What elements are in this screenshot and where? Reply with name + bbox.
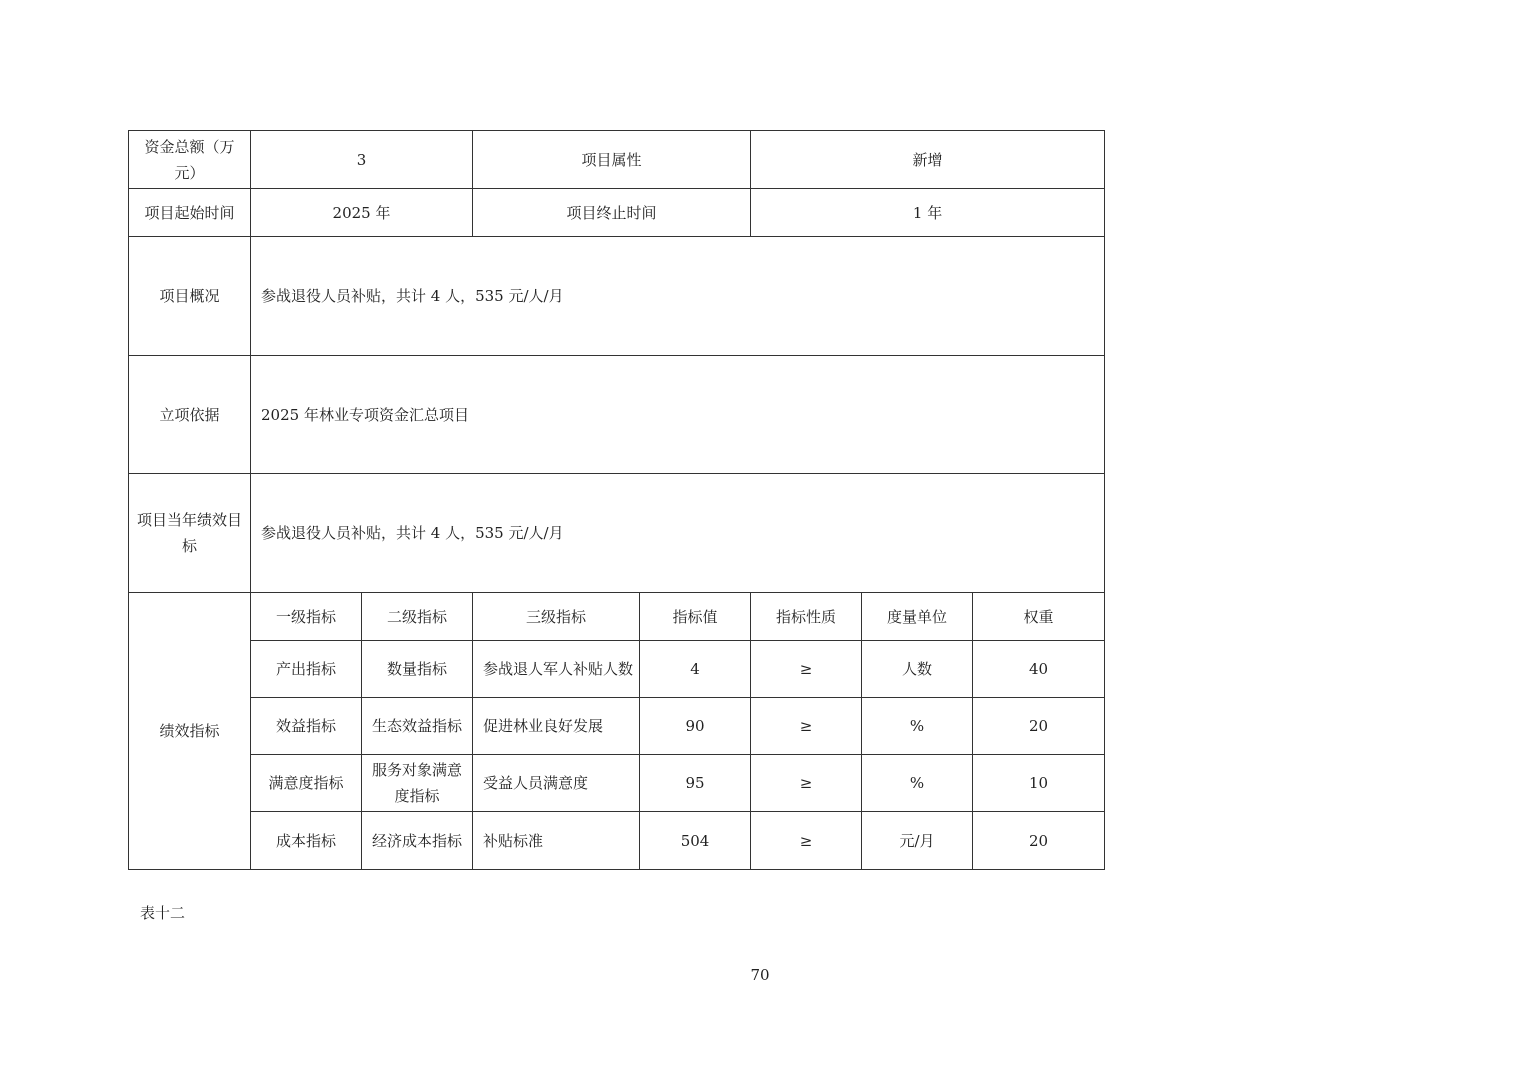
start-label: 项目起始时间: [129, 189, 251, 237]
overview-row: [129, 237, 1105, 356]
header-cell: 三级指标: [473, 593, 640, 641]
table-cell: 504: [640, 812, 751, 870]
time-row: [129, 189, 1105, 237]
table-cell: 经济成本指标: [362, 812, 473, 870]
indicators-label: 绩效指标: [129, 593, 251, 870]
table-cell: 10: [973, 755, 1105, 812]
table-row: [129, 755, 1105, 812]
project-table: [128, 130, 1105, 870]
table-cell: ≥: [751, 812, 862, 870]
table-cell: 4: [640, 641, 751, 698]
table-row: [129, 641, 1105, 698]
header-cell: 指标值: [640, 593, 751, 641]
table-cell: 40: [973, 641, 1105, 698]
table-cell: 参战退人军人补贴人数: [473, 641, 640, 698]
goal-label: 项目当年绩效目标: [129, 474, 251, 593]
basis-label: 立项依据: [129, 356, 251, 474]
table-cell: 满意度指标: [251, 755, 362, 812]
funds-label: 资金总额（万元）: [129, 131, 251, 189]
start-value: 2025 年: [251, 189, 473, 237]
table-row: [129, 812, 1105, 870]
overview-value: 参战退役人员补贴，共计 4 人，535 元/人/月: [251, 237, 1105, 356]
overview-label: 项目概况: [129, 237, 251, 356]
attribute-label: 项目属性: [473, 131, 751, 189]
table-caption: 表十二: [140, 904, 186, 922]
table-cell: %: [862, 698, 973, 755]
header-cell: 度量单位: [862, 593, 973, 641]
indicator-header-row: [129, 593, 1105, 641]
table-cell: 受益人员满意度: [473, 755, 640, 812]
funds-row: [129, 131, 1105, 189]
table-cell: 服务对象满意度指标: [362, 755, 473, 812]
table-cell: 20: [973, 812, 1105, 870]
table-cell: %: [862, 755, 973, 812]
basis-value: 2025 年林业专项资金汇总项目: [251, 356, 1105, 474]
table-cell: 生态效益指标: [362, 698, 473, 755]
end-value: 1 年: [751, 189, 1105, 237]
table-cell: ≥: [751, 755, 862, 812]
page-number: 70: [750, 966, 770, 984]
attribute-value: 新增: [751, 131, 1105, 189]
header-cell: 指标性质: [751, 593, 862, 641]
table-cell: 成本指标: [251, 812, 362, 870]
goal-row: [129, 474, 1105, 593]
table-cell: 效益指标: [251, 698, 362, 755]
header-cell: 一级指标: [251, 593, 362, 641]
table-cell: 20: [973, 698, 1105, 755]
header-cell: 二级指标: [362, 593, 473, 641]
table-cell: 90: [640, 698, 751, 755]
table-cell: 促进林业良好发展: [473, 698, 640, 755]
end-label: 项目终止时间: [473, 189, 751, 237]
table-cell: 数量指标: [362, 641, 473, 698]
header-cell: 权重: [973, 593, 1105, 641]
table-cell: ≥: [751, 641, 862, 698]
table-cell: 补贴标准: [473, 812, 640, 870]
table-cell: 产出指标: [251, 641, 362, 698]
table-cell: 95: [640, 755, 751, 812]
table-cell: 人数: [862, 641, 973, 698]
basis-row: [129, 356, 1105, 474]
table-cell: 元/月: [862, 812, 973, 870]
table-row: [129, 698, 1105, 755]
goal-value: 参战退役人员补贴，共计 4 人，535 元/人/月: [251, 474, 1105, 593]
table-cell: ≥: [751, 698, 862, 755]
funds-value: 3: [251, 131, 473, 189]
